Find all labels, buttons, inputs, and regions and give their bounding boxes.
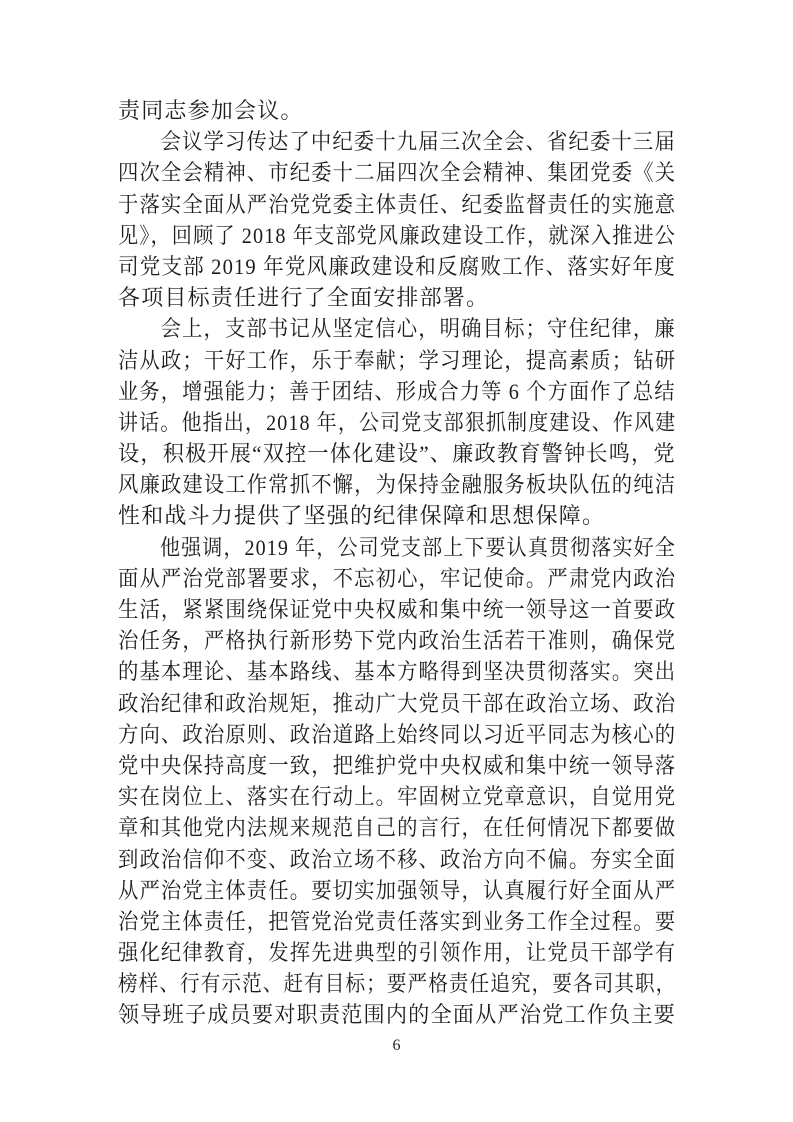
text-line: 领导班子成员要对职责范围内的全面从严治党工作负主要 [118, 1002, 677, 1028]
text-line: 实在岗位上、落实在行动上。牢固树立党章意识，自觉用党 [118, 784, 677, 810]
text-line: 司党支部 2019 年党风廉政建设和反腐败工作、落实好年度 [118, 253, 676, 279]
text-line: 各项目标责任进行了全面安排部署。 [118, 285, 490, 311]
document-body-text [118, 95, 676, 1031]
text-line: 从严治党主体责任。要切实加强领导，认真履行好全面从严 [118, 877, 677, 903]
text-line: 会议学习传达了中纪委十九届三次全会、省纪委十三届 [160, 129, 676, 155]
text-line: 政治纪律和政治规矩，推动广大党员干部在政治立场、政治 [118, 690, 677, 716]
text-line: 设，积极开展“双控一体化建设”、廉政教育警钟长鸣，党 [118, 441, 676, 467]
text-line: 面从严治党部署要求，不忘初心，牢记使命。严肃党内政治 [118, 565, 677, 591]
text-line: 性和战斗力提供了坚强的纪律保障和思想保障。 [118, 503, 606, 529]
text-line: 治任务，严格执行新形势下党内政治生活若干准则，确保党 [118, 628, 677, 654]
text-line: 生活，紧紧围绕保证党中央权威和集中统一领导这一首要政 [118, 597, 677, 622]
text-line: 风廉政建设工作常抓不懈，为保持金融服务板块队伍的纯洁 [118, 472, 677, 498]
page-number: 6 [392, 1037, 401, 1054]
text-line: 会上，支部书记从坚定信心，明确目标；守住纪律，廉 [160, 316, 676, 342]
text-line: 章和其他党内法规来规范自己的言行，在任何情况下都要做 [118, 815, 677, 841]
text-line: 到政治信仰不变、政治立场不移、政治方向不偏。夯实全面 [118, 846, 677, 872]
text-line: 他强调，2019 年，公司党支部上下要认真贯彻落实好全 [159, 534, 676, 560]
text-line: 见》，回顾了 2018 年支部党风廉政建设工作，就深入推进公 [118, 222, 677, 248]
text-line: 治党主体责任，把管党治党责任落实到业务工作全过程。要 [118, 908, 677, 934]
text-line: 强化纪律教育，发挥先进典型的引领作用，让党员干部学有 [118, 940, 677, 966]
text-line: 四次全会精神、市纪委十二届四次全会精神、集团党委《关 [118, 160, 677, 186]
text-line: 党中央保持高度一致，把维护党中央权威和集中统一领导落 [118, 752, 677, 778]
text-line: 榜样、行有示范、赶有目标；要严格责任追究，要各司其职， [118, 971, 677, 997]
text-line: 的基本理论、基本路线、基本方略得到坚决贯彻落实。突出 [118, 659, 677, 685]
page-footer [0, 1037, 793, 1055]
text-line: 责同志参加会议。 [118, 98, 304, 123]
text-line: 方向、政治原则、政治道路上始终同以习近平同志为核心的 [118, 721, 677, 747]
text-line: 于落实全面从严治党党委主体责任、纪委监督责任的实施意 [118, 191, 677, 217]
text-line: 洁从政；干好工作，乐于奉献；学习理论，提高素质；钻研 [118, 347, 677, 373]
text-line: 业务，增强能力；善于团结、形成合力等 6 个方面作了总结 [118, 378, 676, 404]
text-line: 讲话。他指出，2018 年，公司党支部狠抓制度建设、作风建 [118, 409, 677, 435]
